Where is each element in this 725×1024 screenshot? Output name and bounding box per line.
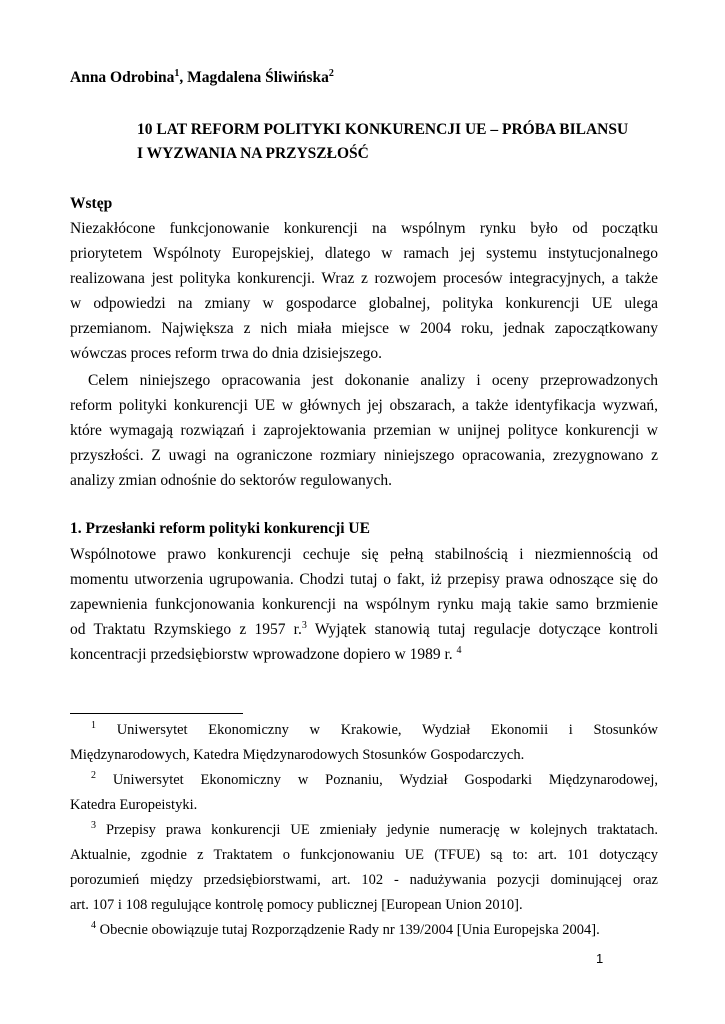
footnote-line: Katedra Europeistyki.	[70, 797, 198, 813]
footnote-mark: 1	[174, 68, 180, 79]
text-line: przyszłości. Z uwagi na ograniczone rozmiary niniejszego opracowania, zrezygnowano z	[70, 447, 658, 464]
text-line	[70, 642, 658, 667]
footnote-3	[70, 818, 658, 918]
text-line: przemianom. Największa z nich miała miejsce w 2004 roku, jednak zapoczątkowany	[70, 320, 658, 337]
author-name: Anna Odrobina	[70, 69, 175, 87]
page-number: 1	[596, 951, 604, 966]
footnote-mark: 4	[456, 644, 462, 656]
footnote-line	[70, 818, 658, 843]
footnote-line: art. 107 i 108 regulujące kontrolę pomocy publicznej [European Union 2010].	[70, 897, 523, 913]
text-run: Wyjątek stanowią tutaj regulacje dotyczące kontroli	[306, 621, 659, 638]
intro-paragraph-2	[70, 368, 658, 493]
text-line: zapewnienia funkcjonowania konkurencji na wspólnym rynku mają takie samo brzmienie	[70, 596, 658, 613]
footnote-mark: 2	[328, 68, 334, 79]
footnote-2	[70, 768, 658, 818]
section-1-paragraph	[70, 542, 658, 667]
footnote-line: Aktualnie, zgodnie z Traktatem o funkcjonowaniu UE (TFUE) są to: art. 101 dotyczący	[70, 847, 658, 863]
section-1-heading: 1. Przesłanki reform polityki konkurencji UE	[70, 520, 370, 537]
text-run: Obecnie obowiązuje tutaj Rozporządzenie Rady nr 139/2004 [Unia Europejska 2004].	[96, 922, 600, 938]
footnote-line	[70, 918, 658, 943]
text-line: realizowana jest polityka konkurencji. Wraz z rozwojem procesów integracyjnych, a także	[70, 270, 658, 287]
footnote-4	[70, 918, 658, 943]
paper-title	[137, 118, 637, 166]
text-line: analizy zmian odnośnie do sektorów regulowanych.	[70, 472, 392, 489]
text-line: w odpowiedzi na zmiany w gospodarce globalnej, polityka konkurencji UE ulega	[70, 295, 658, 312]
text-run: koncentracji przedsiębiorstw wprowadzone dopiero w 1989 r.	[70, 646, 457, 663]
footnote-line: Międzynarodowych, Katedra Międzynarodowych Stosunków Gospodarczych.	[70, 747, 525, 763]
text-run: od Traktatu Rzymskiego z 1957 r.	[70, 621, 302, 638]
text-line: które wymagają rozwiązań i zaprojektowania przemian w unijnej polityce konkurencji w	[70, 422, 658, 439]
title-line: 10 LAT REFORM POLITYKI KONKURENCJI UE – PRÓBA BILANSU	[137, 121, 629, 138]
text-line: reform polityki konkurencji UE w głównych jej obszarach, a także identyfikacja wyzwań,	[70, 397, 658, 414]
author-separator: ,	[179, 69, 188, 87]
authors-line	[70, 68, 334, 87]
text-line	[70, 617, 658, 642]
text-line: priorytetem Wspólnoty Europejskiej, dlatego w ramach jej systemu instytucjonalnego	[70, 245, 658, 262]
title-line: I WYZWANIA NA PRZYSZŁOŚĆ	[137, 145, 369, 162]
intro-heading: Wstęp	[70, 195, 113, 212]
text-run: Przepisy prawa konkurencji UE zmieniały jedynie numerację w kolejnych traktatach.	[96, 822, 658, 838]
footnote-mark: 3	[91, 820, 96, 832]
text-line: momentu utworzenia ugrupowania. Chodzi tutaj o fakt, iż przepisy prawa odnoszące się do	[70, 571, 658, 588]
footnote-1	[70, 718, 658, 768]
footnote-mark: 4	[91, 920, 96, 932]
intro-paragraph-1	[70, 216, 658, 366]
footnote-line	[70, 718, 658, 743]
text-line: Wspólnotowe prawo konkurencji cechuje się pełną stabilnością i niezmiennością od	[70, 546, 658, 563]
footnote-mark: 2	[91, 770, 96, 782]
footnote-line	[70, 768, 658, 793]
text-line: wówczas proces reform trwa do dnia dzisiejszego.	[70, 345, 383, 362]
text-run: Uniwersytet Ekonomiczny w Krakowie, Wydział Ekonomii i Stosunków	[96, 722, 658, 738]
author-name: Magdalena Śliwińska	[187, 69, 329, 87]
footnote-mark: 1	[91, 720, 96, 732]
text-line: Celem niniejszego opracowania jest dokonanie analizy i oceny przeprowadzonych	[88, 372, 658, 389]
footnote-mark: 3	[301, 619, 307, 631]
footnote-line: porozumień między przedsiębiorstwami, art. 102 - nadużywania pozycji dominującej oraz	[70, 872, 658, 888]
footnote-separator	[70, 713, 243, 714]
text-line: Niezakłócone funkcjonowanie konkurencji na wspólnym rynku było od początku	[70, 220, 658, 237]
text-run: Uniwersytet Ekonomiczny w Poznaniu, Wydział Gospodarki Międzynarodowej,	[96, 772, 658, 788]
